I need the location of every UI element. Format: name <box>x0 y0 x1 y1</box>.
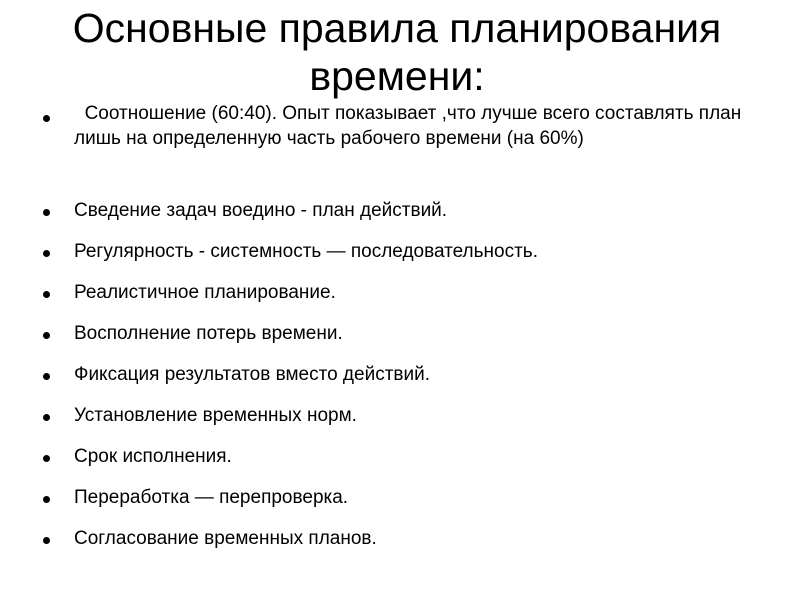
bullet-text: Регулярность - системность — последовательность. <box>74 241 538 262</box>
bullet-dot-icon <box>43 537 50 544</box>
slide-title-line-1: Основные правила планирования <box>72 5 722 51</box>
bullet-item <box>74 198 754 223</box>
bullet-dot-icon <box>43 209 50 216</box>
bullet-text: Срок исполнения. <box>74 446 232 467</box>
bullet-dot-icon <box>43 373 50 380</box>
bullet-text: Переработка — перепроверка. <box>74 487 349 508</box>
bullet-item <box>74 101 754 151</box>
bullet-item <box>74 444 754 469</box>
bullet-item <box>74 321 754 346</box>
bullet-item <box>74 280 754 305</box>
bullet-text: Соотношение (60:40). Опыт показывает ,что лучше всего составлять план лишь на определенную часть рабочего времени (на 60%) <box>74 103 747 149</box>
bullet-dot-icon <box>43 291 50 298</box>
bullet-text: Установление временных норм. <box>74 405 357 426</box>
bullet-item <box>74 485 754 510</box>
bullet-dot-icon <box>43 455 50 462</box>
slide-title-line-2: времени: <box>309 53 485 99</box>
bullet-text: Реалистичное планирование. <box>74 282 336 303</box>
bullet-item <box>74 526 754 551</box>
bullet-text: Восполнение потерь времени. <box>74 323 343 344</box>
bullet-dot-icon <box>43 496 50 503</box>
slide-title <box>20 4 774 100</box>
bullet-dot-icon <box>43 332 50 339</box>
bullet-text: Сведение задач воедино - план действий. <box>74 200 448 221</box>
bullet-item <box>74 239 754 264</box>
bullet-dot-icon <box>43 115 50 122</box>
bullet-text: Фиксация результатов вместо действий. <box>74 364 430 385</box>
bullet-dot-icon <box>43 250 50 257</box>
bullet-item <box>74 362 754 387</box>
bullet-item <box>74 403 754 428</box>
bullet-text: Согласование временных планов. <box>74 528 377 549</box>
bullet-dot-icon <box>43 414 50 421</box>
